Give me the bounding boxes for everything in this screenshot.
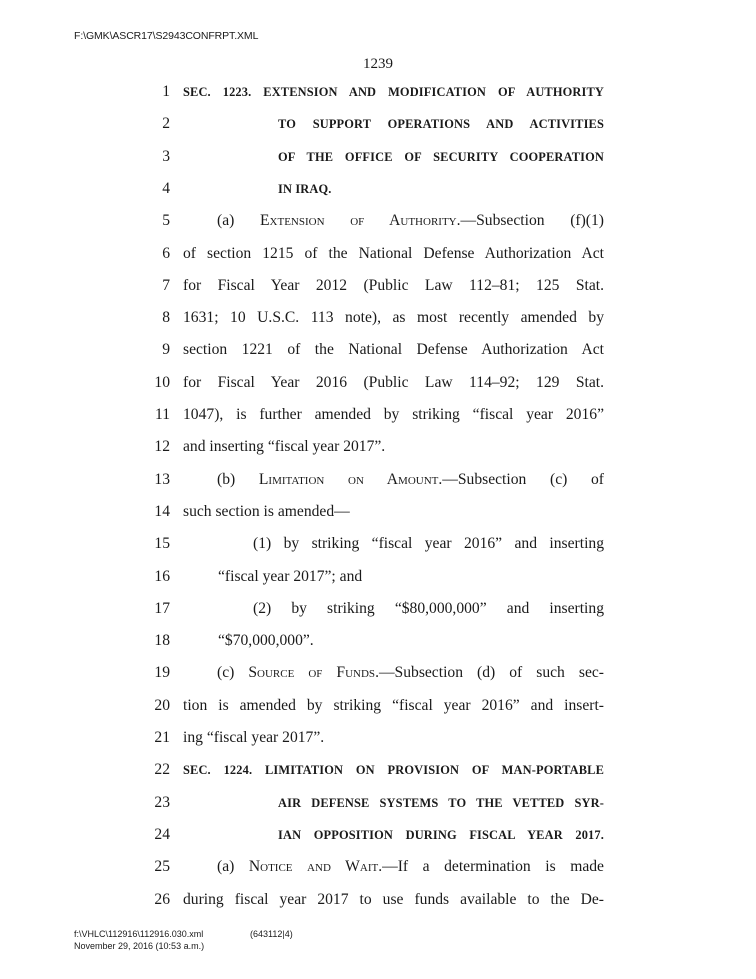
line-number: 15 <box>154 535 170 553</box>
line-text: IAN OPPOSITION DURING FISCAL YEAR 2017. <box>278 827 604 842</box>
bill-line <box>0 825 756 857</box>
line-text: for Fiscal Year 2012 (Public Law 112–81; 125 Stat. <box>183 276 604 294</box>
subsection-text: .—Subsection (c) of <box>438 470 604 488</box>
page-footer <box>74 928 293 952</box>
line-number: 19 <box>154 664 170 682</box>
line-text: “$70,000,000”. <box>218 632 314 650</box>
line-number: 7 <box>162 276 170 294</box>
line-text: SEC. 1223. EXTENSION AND MODIFICATION OF AUTHORITY <box>183 85 604 99</box>
subsection-label: (c) <box>217 664 249 682</box>
bill-line <box>0 760 756 792</box>
bill-line <box>0 599 756 631</box>
line-number: 14 <box>154 502 170 520</box>
line-text <box>217 857 604 877</box>
subsection-caption: Source of Funds <box>248 664 376 682</box>
line-number: 12 <box>154 438 170 456</box>
subsection-label: (b) <box>217 470 259 488</box>
footer-code: (643112|4) <box>250 929 293 939</box>
bill-line <box>0 179 756 211</box>
line-text: “fiscal year 2017”; and <box>218 567 363 585</box>
line-text: for Fiscal Year 2016 (Public Law 114–92; 129 Stat. <box>183 373 604 391</box>
line-text: tion is amended by striking “fiscal year 2016” and insert- <box>183 696 604 714</box>
line-number: 24 <box>154 825 170 843</box>
bill-line <box>0 340 756 372</box>
line-number: 4 <box>162 179 170 197</box>
line-number: 21 <box>154 729 170 746</box>
bill-line <box>0 631 756 663</box>
line-text: (2) by striking “$80,000,000” and inserting <box>253 599 604 617</box>
line-text: and inserting “fiscal year 2017”. <box>183 438 386 456</box>
bill-line <box>0 437 756 469</box>
line-text: IN IRAQ. <box>278 181 332 196</box>
bill-line <box>0 857 756 889</box>
line-text: OF THE OFFICE OF SECURITY COOPERATION <box>278 149 604 164</box>
line-text: 1047), is further amended by striking “fiscal year 2016” <box>183 406 604 423</box>
subsection-text: .—Subsection (f)(1) <box>456 212 604 230</box>
line-number: 17 <box>154 599 170 617</box>
line-number: 11 <box>154 406 170 423</box>
line-number: 10 <box>154 373 170 391</box>
line-number: 25 <box>154 858 170 876</box>
page-number: 1239 <box>363 56 393 72</box>
line-text: (1) by striking “fiscal year 2016” and inserting <box>253 535 604 553</box>
footer-timestamp: November 29, 2016 (10:53 a.m.) <box>74 941 205 951</box>
subsection-text: .—Subsection (d) of such sec- <box>375 664 604 682</box>
line-number: 1 <box>162 83 170 100</box>
line-number: 26 <box>154 890 170 908</box>
bill-line <box>0 276 756 308</box>
line-text: ing “fiscal year 2017”. <box>183 729 325 746</box>
line-number: 20 <box>154 696 170 714</box>
line-text: such section is amended— <box>183 502 350 520</box>
bill-line <box>0 728 756 760</box>
line-text: AIR DEFENSE SYSTEMS TO THE VETTED SYR- <box>278 795 604 810</box>
line-text: section 1221 of the National Defense Authorization Act <box>183 341 604 359</box>
bill-line <box>0 114 756 146</box>
bill-line <box>0 534 756 566</box>
bill-line <box>0 793 756 825</box>
subsection-caption: Notice and Wait <box>248 858 379 876</box>
line-text <box>217 663 604 683</box>
file-path: F:\GMK\ASCR17\S2943CONFRPT.XML <box>74 30 259 42</box>
bill-line <box>0 82 756 114</box>
line-number: 6 <box>162 244 170 262</box>
bill-line <box>0 147 756 179</box>
bill-line <box>0 470 756 502</box>
line-number: 18 <box>154 632 170 650</box>
subsection-caption: Extension of Authority <box>260 212 457 230</box>
footer-file-path: f:\VHLC\112916\112916.030.xml <box>74 929 204 939</box>
bill-line <box>0 502 756 534</box>
bill-line <box>0 211 756 243</box>
bill-line <box>0 405 756 437</box>
line-number: 2 <box>162 115 170 133</box>
line-number: 9 <box>162 341 170 359</box>
line-text <box>217 211 604 231</box>
line-text <box>217 470 604 490</box>
bill-line <box>0 567 756 599</box>
subsection-text: .—If a determination is made <box>378 858 604 876</box>
subsection-label: (a) <box>217 212 261 230</box>
line-number: 13 <box>154 470 170 488</box>
line-number: 16 <box>154 567 170 585</box>
line-number: 22 <box>154 761 170 779</box>
bill-line <box>0 373 756 405</box>
line-text: TO SUPPORT OPERATIONS AND ACTIVITIES <box>278 117 604 132</box>
bill-line <box>0 696 756 728</box>
line-text: 1631; 10 U.S.C. 113 note), as most recently amended by <box>183 309 604 327</box>
line-number: 23 <box>154 793 170 811</box>
line-number: 8 <box>162 309 170 327</box>
line-number: 5 <box>162 212 170 230</box>
bill-line <box>0 890 756 922</box>
line-text: of section 1215 of the National Defense Authorization Act <box>183 244 604 262</box>
line-number: 3 <box>162 147 170 165</box>
line-text: during fiscal year 2017 to use funds available to the De- <box>183 890 604 908</box>
subsection-caption: Limitation on Amount <box>258 470 439 488</box>
bill-line <box>0 244 756 276</box>
line-text: SEC. 1224. LIMITATION ON PROVISION OF MAN-PORTABLE <box>183 763 604 778</box>
subsection-label: (a) <box>217 858 249 876</box>
bill-line <box>0 308 756 340</box>
bill-line <box>0 663 756 695</box>
